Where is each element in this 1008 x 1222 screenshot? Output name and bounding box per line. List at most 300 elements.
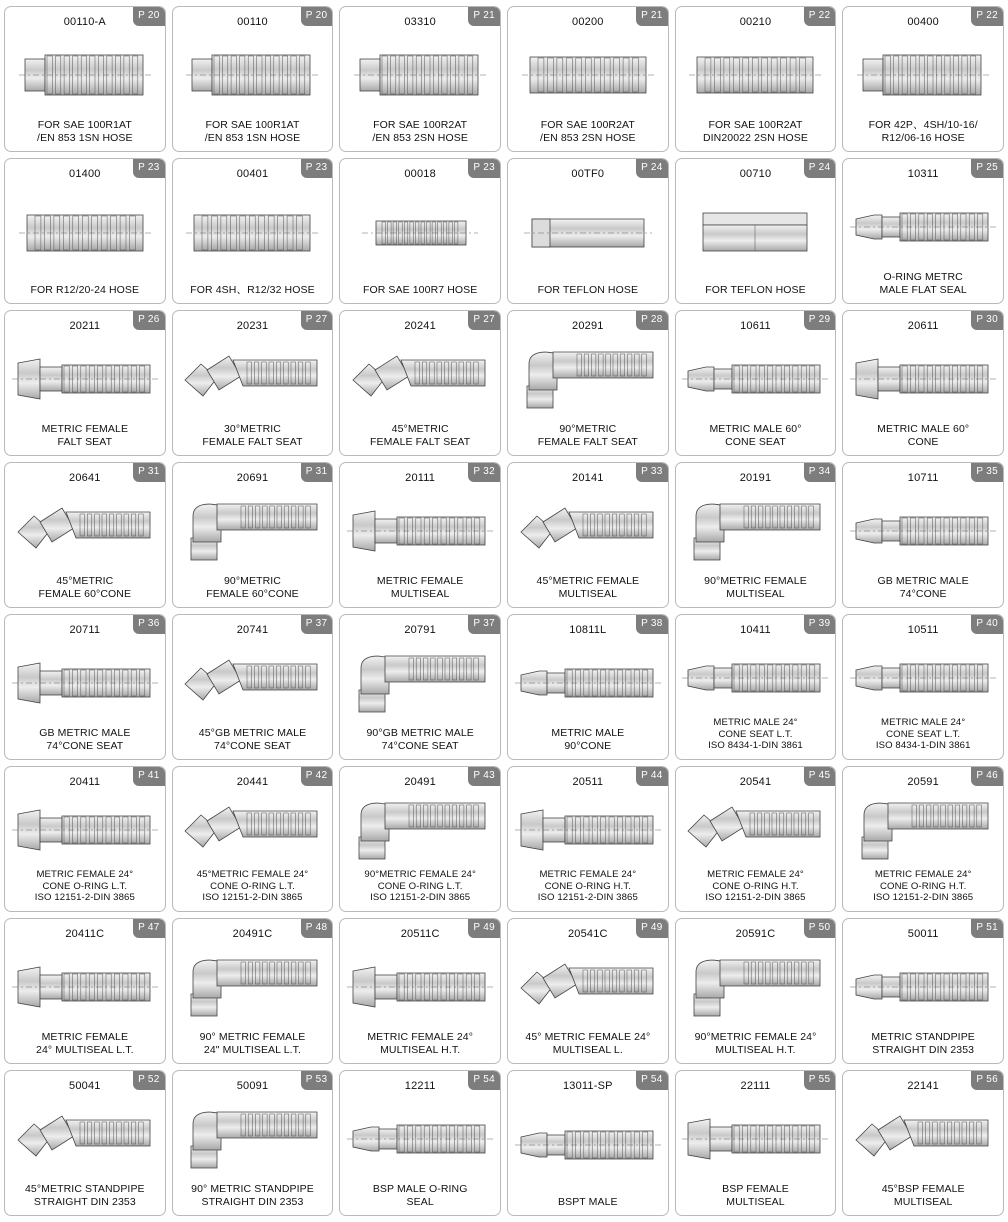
fitting-drawing — [508, 940, 668, 1031]
fitting-description — [843, 717, 1003, 759]
fitting-drawing — [5, 180, 165, 284]
description-line: 74°CONE — [899, 587, 947, 600]
fitting-drawing — [843, 180, 1003, 271]
fitting-code: 20441 — [236, 776, 269, 788]
description-line: FOR SAE 100R2AT — [373, 119, 468, 132]
fitting-description — [5, 727, 165, 759]
description-line: 24° MULTISEAL L.T. — [36, 1043, 134, 1056]
fitting-description — [5, 1183, 165, 1215]
description-line: CONE O-RING H.T. — [712, 880, 799, 892]
fitting-drawing — [843, 1092, 1003, 1183]
description-line: MULTISEAL — [558, 587, 618, 600]
fitting-card[interactable] — [842, 310, 1004, 456]
fitting-card[interactable] — [842, 918, 1004, 1064]
fitting-card[interactable] — [339, 462, 501, 608]
fitting-card[interactable] — [339, 6, 501, 152]
description-line: CONE SEAT L.T. — [886, 728, 961, 740]
description-line: MALE FLAT SEAL — [879, 283, 967, 296]
fitting-code: 20211 — [69, 320, 101, 332]
fitting-drawing — [340, 940, 500, 1031]
description-line: 90°METRIC — [559, 423, 617, 436]
fitting-description — [173, 575, 333, 607]
fitting-drawing — [508, 636, 668, 727]
fitting-card[interactable] — [507, 6, 669, 152]
fitting-card[interactable] — [4, 918, 166, 1064]
fitting-card[interactable] — [172, 918, 334, 1064]
fitting-card[interactable] — [172, 158, 334, 304]
description-line: 30°METRIC — [223, 423, 281, 436]
description-line: 90°METRIC FEMALE 24° — [364, 869, 476, 881]
fitting-code: 20641 — [69, 472, 101, 484]
fitting-description — [843, 1183, 1003, 1215]
description-line: /EN 853 2SN HOSE — [372, 131, 468, 144]
fitting-drawing — [173, 636, 333, 727]
fitting-code: 22141 — [907, 1080, 939, 1092]
fitting-code: 00200 — [572, 16, 604, 28]
description-line: FEMALE FALT SEAT — [202, 435, 303, 448]
fitting-card[interactable] — [172, 1070, 334, 1216]
fitting-description — [676, 869, 836, 911]
description-line: FEMALE 60°CONE — [206, 587, 299, 600]
fitting-drawing — [173, 28, 333, 119]
description-line: 90° METRIC FEMALE — [199, 1031, 306, 1044]
description-line: R12/06-16 HOSE — [881, 131, 965, 144]
fitting-description — [5, 575, 165, 607]
fitting-code: 00400 — [907, 16, 939, 28]
fitting-drawing — [340, 180, 500, 284]
description-line: FEMALE FALT SEAT — [370, 435, 471, 448]
fitting-drawing — [5, 484, 165, 575]
page-badge: P 45 — [804, 767, 836, 786]
page-badge: P 37 — [301, 615, 333, 634]
fitting-card[interactable] — [842, 1070, 1004, 1216]
fitting-code: 01400 — [69, 168, 101, 180]
description-line: CONE — [907, 435, 939, 448]
page-badge: P 51 — [971, 919, 1003, 938]
fitting-code: 00110 — [237, 16, 268, 28]
fitting-card[interactable] — [4, 462, 166, 608]
description-line: FEMALE FALT SEAT — [537, 435, 638, 448]
fitting-description — [5, 869, 165, 911]
fitting-code: 20411C — [65, 928, 105, 940]
fitting-card[interactable] — [507, 918, 669, 1064]
description-line: ISO 12151-2-DIN 3865 — [202, 892, 303, 904]
description-line: ISO 8434-1-DIN 3861 — [708, 740, 803, 752]
description-line: STRAIGHT DIN 2353 — [872, 1043, 975, 1056]
fitting-description — [676, 423, 836, 455]
fitting-card[interactable] — [507, 158, 669, 304]
page-badge: P 37 — [468, 615, 500, 634]
fitting-drawing — [676, 1092, 836, 1183]
fitting-card[interactable] — [675, 1070, 837, 1216]
page-badge: P 36 — [133, 615, 165, 634]
fitting-drawing — [508, 1092, 668, 1196]
fitting-drawing — [5, 28, 165, 119]
fitting-description — [508, 119, 668, 151]
fitting-card[interactable] — [4, 6, 166, 152]
fitting-description — [843, 575, 1003, 607]
fitting-drawing — [676, 788, 836, 869]
description-line: 45°METRIC STANDPIPE — [24, 1183, 145, 1196]
description-line: 45°METRIC FEMALE — [536, 575, 640, 588]
fitting-drawing — [340, 636, 500, 727]
fitting-description — [173, 119, 333, 151]
description-line: 45°BSP FEMALE — [881, 1183, 965, 1196]
fitting-card[interactable] — [339, 158, 501, 304]
description-line: ISO 12151-2-DIN 3865 — [537, 892, 638, 904]
description-line: MULTISEAL H.T. — [715, 1043, 796, 1056]
fitting-drawing — [173, 1092, 333, 1183]
page-badge: P 43 — [468, 767, 500, 786]
description-line: FOR SAE 100R2AT — [540, 119, 635, 132]
fitting-code: 50011 — [907, 928, 939, 940]
fitting-description — [676, 1183, 836, 1215]
fitting-drawing — [173, 940, 333, 1031]
fitting-code: 20511 — [572, 776, 604, 788]
description-line: 74°CONE SEAT — [214, 739, 291, 752]
fitting-card[interactable] — [4, 614, 166, 760]
description-line: FOR SAE 100R1AT — [37, 119, 132, 132]
description-line: MULTISEAL — [893, 1195, 953, 1208]
fitting-drawing — [173, 788, 333, 869]
page-badge: P 24 — [804, 159, 836, 178]
fitting-code: 20611 — [907, 320, 939, 332]
fitting-description — [5, 1031, 165, 1063]
description-line: FOR SAE 100R1AT — [205, 119, 300, 132]
fitting-code: 20241 — [404, 320, 436, 332]
fitting-card[interactable] — [339, 614, 501, 760]
fitting-card[interactable] — [172, 766, 334, 912]
description-line: CONE O-RING L.T. — [377, 880, 463, 892]
fitting-drawing — [340, 788, 500, 869]
description-line: DIN20022 2SN HOSE — [702, 131, 808, 144]
fitting-description — [676, 717, 836, 759]
fitting-card[interactable] — [842, 766, 1004, 912]
fitting-card[interactable] — [172, 614, 334, 760]
page-badge: P 29 — [804, 311, 836, 330]
description-line: CONE SEAT L.T. — [718, 728, 793, 740]
description-line: CONE SEAT — [725, 435, 786, 448]
fitting-description — [843, 1031, 1003, 1063]
fitting-description — [508, 423, 668, 455]
page-badge: P 32 — [468, 463, 500, 482]
fitting-description — [5, 423, 165, 455]
fitting-description — [508, 575, 668, 607]
description-line: ISO 12151-2-DIN 3865 — [705, 892, 806, 904]
fitting-card[interactable] — [4, 766, 166, 912]
fitting-description — [340, 284, 500, 303]
fitting-description — [340, 1183, 500, 1215]
fitting-card[interactable] — [842, 614, 1004, 760]
description-line: 90°GB METRIC MALE — [366, 727, 474, 740]
fitting-description — [340, 119, 500, 151]
description-line: 45° METRIC FEMALE 24° — [525, 1031, 651, 1044]
description-line: FOR TEFLON HOSE — [705, 283, 806, 296]
description-line: ISO 12151-2-DIN 3865 — [370, 892, 471, 904]
page-badge: P 31 — [301, 463, 333, 482]
fitting-description — [340, 575, 500, 607]
description-line: 45°GB METRIC MALE — [198, 727, 307, 740]
fitting-code: 20541 — [739, 776, 772, 788]
fitting-card[interactable] — [507, 766, 669, 912]
fitting-description — [508, 1031, 668, 1063]
fitting-card[interactable] — [675, 918, 837, 1064]
fitting-drawing — [843, 484, 1003, 575]
fitting-drawing — [173, 332, 333, 423]
fitting-card[interactable] — [339, 918, 501, 1064]
fitting-card[interactable] — [842, 462, 1004, 608]
fitting-code: 20231 — [236, 320, 269, 332]
page-badge: P 42 — [301, 767, 333, 786]
description-line: FEMALE 60°CONE — [38, 587, 132, 600]
description-line: METRIC FEMALE 24° — [539, 869, 637, 881]
fitting-description — [173, 1031, 333, 1063]
page-badge: P 33 — [636, 463, 668, 482]
description-line: MULTISEAL L. — [552, 1043, 623, 1056]
fitting-drawing — [173, 484, 333, 575]
description-line: 74°CONE SEAT — [381, 739, 459, 752]
fitting-card[interactable] — [4, 158, 166, 304]
description-line: METRIC FEMALE 24° — [367, 1031, 473, 1044]
fitting-code: 03310 — [404, 16, 436, 28]
fitting-code: 50091 — [236, 1080, 269, 1092]
page-badge: P 27 — [468, 311, 500, 330]
page-badge: P 23 — [133, 159, 165, 178]
description-line: METRIC MALE 24° — [713, 717, 798, 729]
fitting-code: 13011-SP — [562, 1080, 613, 1092]
description-line: SEAL — [406, 1195, 434, 1208]
fitting-code: 20691 — [236, 472, 269, 484]
description-line: FOR SAE 100R2AT — [708, 119, 803, 132]
fitting-description — [676, 284, 836, 303]
fitting-drawing — [340, 28, 500, 119]
description-line: METRIC MALE 60° — [709, 423, 802, 436]
description-line: FALT SEAT — [57, 435, 113, 448]
description-line: ISO 12151-2-DIN 3865 — [34, 892, 135, 904]
fitting-card[interactable] — [4, 310, 166, 456]
fitting-card[interactable] — [4, 1070, 166, 1216]
fitting-code: 00018 — [404, 168, 436, 180]
description-line: ISO 8434-1-DIN 3861 — [875, 740, 971, 752]
description-line: METRIC FEMALE 24° — [874, 869, 972, 881]
description-line: 90°METRIC — [223, 575, 281, 588]
fitting-code: 10411 — [740, 624, 771, 636]
page-badge: P 25 — [971, 159, 1003, 178]
description-line: METRIC FEMALE — [41, 1031, 129, 1044]
page-badge: P 39 — [804, 615, 836, 634]
fitting-card[interactable] — [675, 462, 837, 608]
fitting-drawing — [508, 484, 668, 575]
fitting-description — [843, 423, 1003, 455]
page-badge: P 23 — [301, 159, 333, 178]
fitting-code: 10611 — [740, 320, 771, 332]
description-line: FOR R12/20-24 HOSE — [30, 283, 140, 296]
description-line: 90° METRIC STANDPIPE — [191, 1183, 314, 1196]
fitting-drawing — [340, 332, 500, 423]
fitting-drawing — [676, 484, 836, 575]
fitting-drawing — [5, 940, 165, 1031]
page-badge: P 26 — [133, 311, 165, 330]
fitting-code: 10711 — [907, 472, 939, 484]
description-line: FOR 4SH、R12/32 HOSE — [190, 283, 315, 296]
fitting-card[interactable] — [172, 462, 334, 608]
description-line: MULTISEAL — [390, 587, 450, 600]
page-badge: P 55 — [804, 1071, 836, 1090]
fitting-drawing — [5, 788, 165, 869]
description-line: /EN 853 2SN HOSE — [540, 131, 636, 144]
page-badge: P 54 — [468, 1071, 500, 1090]
fitting-code: 20791 — [404, 624, 436, 636]
fitting-drawing — [676, 28, 836, 119]
fitting-description — [340, 869, 500, 911]
description-line: METRIC FEMALE — [41, 423, 129, 436]
fitting-card[interactable] — [172, 310, 334, 456]
fitting-description — [676, 1031, 836, 1063]
fitting-description — [173, 284, 333, 303]
fitting-code: 20141 — [572, 472, 604, 484]
description-line: /EN 853 1SN HOSE — [37, 131, 133, 144]
page-badge: P 56 — [971, 1071, 1003, 1090]
description-line: MULTISEAL — [726, 1195, 785, 1208]
page-badge: P 23 — [468, 159, 500, 178]
fitting-card[interactable] — [675, 766, 837, 912]
fitting-description — [508, 869, 668, 911]
fitting-card[interactable] — [172, 6, 334, 152]
fitting-drawing — [843, 940, 1003, 1031]
page-badge: P 22 — [804, 7, 836, 26]
fitting-description — [173, 727, 333, 759]
page-badge: P 20 — [301, 7, 333, 26]
fitting-drawing — [676, 180, 836, 284]
page-badge: P 38 — [636, 615, 668, 634]
fitting-drawing — [843, 332, 1003, 423]
fitting-description — [5, 284, 165, 303]
page-badge: P 31 — [133, 463, 165, 482]
page-badge: P 21 — [636, 7, 668, 26]
description-line: FOR 42P、4SH/10-16/ — [868, 119, 978, 132]
description-line: 90°METRIC FEMALE 24° — [694, 1031, 817, 1044]
fitting-code: 20591 — [907, 776, 939, 788]
description-line: FOR TEFLON HOSE — [537, 283, 639, 296]
fitting-drawing — [676, 636, 836, 717]
page-badge: P 35 — [971, 463, 1003, 482]
fitting-description — [843, 119, 1003, 151]
description-line: 90°CONE — [564, 739, 612, 752]
fitting-card[interactable] — [675, 310, 837, 456]
description-line: METRIC MALE 24° — [881, 717, 966, 729]
fitting-code: 00401 — [236, 168, 269, 180]
fitting-description — [5, 119, 165, 151]
description-line: METRIC FEMALE 24° — [707, 869, 804, 881]
description-line: BSP MALE O-RING — [372, 1183, 468, 1196]
description-line: METRIC FEMALE 24° — [36, 869, 134, 881]
fitting-description — [508, 727, 668, 759]
description-line: GB METRIC MALE — [39, 727, 131, 740]
fitting-description — [676, 575, 836, 607]
description-line: BSP FEMALE — [722, 1183, 789, 1196]
description-line: MULTISEAL — [726, 587, 785, 600]
description-line: METRIC FEMALE — [376, 575, 464, 588]
fitting-description — [508, 284, 668, 303]
fitting-drawing — [340, 484, 500, 575]
fitting-drawing — [676, 940, 836, 1031]
fitting-drawing — [843, 28, 1003, 119]
description-line: CONE O-RING H.T. — [544, 880, 631, 892]
page-badge: P 54 — [636, 1071, 668, 1090]
description-line: 45°METRIC — [391, 423, 449, 436]
fitting-card[interactable] — [842, 6, 1004, 152]
fitting-card[interactable] — [675, 614, 837, 760]
fitting-code: 22111 — [740, 1080, 771, 1092]
fitting-description — [173, 1183, 333, 1215]
fitting-card[interactable] — [339, 310, 501, 456]
fitting-code: 20191 — [739, 472, 772, 484]
page-badge: P 44 — [636, 767, 668, 786]
fitting-description — [340, 1031, 500, 1063]
fitting-drawing — [173, 180, 333, 284]
page-badge: P 49 — [468, 919, 500, 938]
fitting-description — [843, 271, 1003, 303]
fitting-card[interactable] — [675, 6, 837, 152]
fitting-drawing — [676, 332, 836, 423]
page-badge: P 24 — [636, 159, 668, 178]
fitting-code: 20711 — [69, 624, 101, 636]
fitting-card[interactable] — [507, 1070, 669, 1216]
description-line: /EN 853 1SN HOSE — [204, 131, 301, 144]
fitting-card[interactable] — [339, 1070, 501, 1216]
fitting-drawing — [508, 788, 668, 869]
description-line: GB METRIC MALE — [877, 575, 969, 588]
description-line: STRAIGHT DIN 2353 — [201, 1195, 304, 1208]
description-line: 24" MULTISEAL L.T. — [203, 1043, 302, 1056]
fitting-description — [843, 869, 1003, 911]
fitting-drawing — [843, 788, 1003, 869]
fitting-description — [508, 1196, 668, 1215]
fitting-code: 20741 — [236, 624, 269, 636]
fitting-drawing — [5, 636, 165, 727]
description-line: CONE O-RING L.T. — [42, 880, 128, 892]
description-line: CONE O-RING L.T. — [210, 880, 295, 892]
description-line: CONE O-RING H.T. — [879, 880, 967, 892]
page-badge: P 49 — [636, 919, 668, 938]
fitting-code: 20491 — [404, 776, 436, 788]
description-line: O-RING METRC — [883, 271, 963, 284]
fitting-code: 20591C — [735, 928, 776, 940]
fitting-card[interactable] — [507, 310, 669, 456]
fitting-card[interactable] — [675, 158, 837, 304]
fitting-code: 00210 — [739, 16, 772, 28]
description-line: METRIC MALE — [551, 727, 625, 740]
fitting-code: 20411 — [69, 776, 101, 788]
fitting-card[interactable] — [507, 614, 669, 760]
fitting-card[interactable] — [842, 158, 1004, 304]
description-line: METRIC MALE 60° — [877, 423, 970, 436]
description-line: STRAIGHT DIN 2353 — [33, 1195, 136, 1208]
page-badge: P 41 — [133, 767, 165, 786]
fitting-card[interactable] — [507, 462, 669, 608]
fitting-code: 10311 — [907, 168, 939, 180]
description-line: BSPT MALE — [558, 1195, 618, 1208]
page-badge: P 28 — [636, 311, 668, 330]
page-badge: P 47 — [133, 919, 165, 938]
description-line: 74°CONE SEAT — [46, 739, 124, 752]
fitting-code: 20291 — [572, 320, 604, 332]
description-line: 45°METRIC — [56, 575, 114, 588]
fitting-card[interactable] — [339, 766, 501, 912]
page-badge: P 30 — [971, 311, 1003, 330]
fitting-description — [173, 423, 333, 455]
fitting-drawing — [5, 332, 165, 423]
